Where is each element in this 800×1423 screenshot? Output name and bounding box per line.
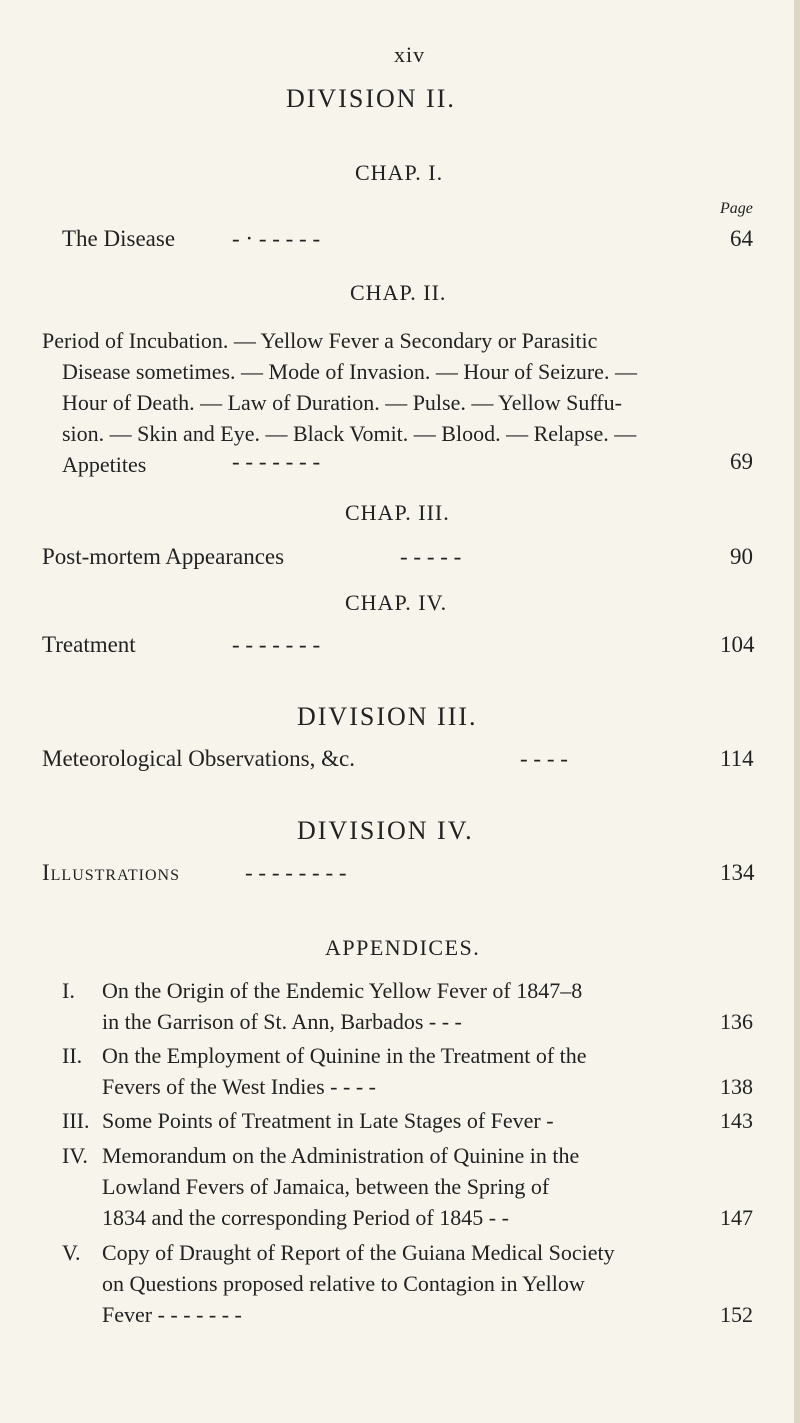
appendix-line: On the Origin of the Endemic Yellow Fever of 1847–8	[102, 978, 583, 1003]
leader-dots: - - - -	[520, 746, 568, 771]
division-4-title: DIVISION IV.	[297, 816, 474, 845]
toc-page-number: 104	[720, 632, 755, 657]
toc-page-number: 69	[730, 449, 753, 474]
appendix-line: Lowland Fevers of Jamaica, between the Spring of	[102, 1174, 550, 1199]
appendix-number: III.	[62, 1108, 90, 1133]
toc-entry-line: sion. — Skin and Eye. — Black Vomit. — Blood. — Relapse. —	[62, 421, 637, 446]
appendix-page-number: 136	[720, 1009, 753, 1034]
appendix-item	[62, 1040, 762, 1102]
appendix-line: Memorandum on the Administration of Quinine in the	[102, 1143, 580, 1168]
leader-dots: - - - - - - -	[232, 632, 321, 657]
page-number: xiv	[394, 42, 426, 67]
toc-page-number: 114	[720, 746, 754, 771]
page-edge	[794, 0, 800, 1423]
leader-dots: - · - - - - -	[232, 226, 321, 251]
appendix-page-number: 138	[720, 1074, 753, 1099]
toc-entry-treatment: Treatment	[42, 632, 136, 657]
appendix-line: Some Points of Treatment in Late Stages of Fever -	[102, 1108, 554, 1133]
toc-entry-line: Appetites	[62, 452, 147, 477]
appendix-number: V.	[62, 1240, 81, 1265]
toc-entry-meteorological: Meteorological Observations, &c.	[42, 746, 355, 771]
appendix-number: I.	[62, 978, 75, 1003]
toc-page-number: 64	[730, 226, 753, 251]
toc-entry-line: Hour of Death. — Law of Duration. — Pulse. — Yellow Suffu-	[62, 390, 622, 415]
appendix-line: On the Employment of Quinine in the Treatment of the	[102, 1043, 587, 1068]
appendix-item	[62, 1237, 762, 1330]
toc-entry-postmortem: Post-mortem Appearances	[42, 544, 285, 569]
toc-entry-disease: The Disease	[62, 226, 176, 251]
chap-3-heading: CHAP. III.	[345, 500, 450, 525]
appendix-line: on Questions proposed relative to Contagion in Yellow	[102, 1271, 585, 1296]
leader-dots: - - - - - - - -	[245, 860, 347, 885]
leader-dots: - - - - -	[400, 544, 462, 569]
appendix-page-number: 152	[720, 1302, 753, 1327]
appendix-line: Fever - - - - - - -	[102, 1302, 242, 1327]
page-column-label: Page	[720, 200, 753, 217]
appendix-number: IV.	[62, 1143, 88, 1168]
appendix-item	[62, 1105, 762, 1136]
toc-page-number: 134	[720, 860, 755, 885]
appendix-item	[62, 1140, 762, 1233]
division-3-title: DIVISION III.	[297, 702, 478, 731]
appendix-page-number: 147	[720, 1205, 753, 1230]
appendix-line: in the Garrison of St. Ann, Barbados - - -	[102, 1009, 462, 1034]
appendix-line: Fevers of the West Indies - - - -	[102, 1074, 376, 1099]
appendix-line: 1834 and the corresponding Period of 1845 - -	[102, 1205, 509, 1230]
appendix-item	[62, 975, 762, 1037]
appendix-line: Copy of Draught of Report of the Guiana Medical Society	[102, 1240, 615, 1265]
leader-dots: - - - - - - -	[232, 449, 321, 474]
toc-entry-line: Disease sometimes. — Mode of Invasion. — Hour of Seizure. —	[62, 359, 637, 384]
appendices-title: APPENDICES.	[325, 935, 481, 960]
chap-4-heading: CHAP. IV.	[345, 590, 448, 615]
appendix-page-number: 143	[720, 1108, 753, 1133]
chap-1-heading: CHAP. I.	[355, 160, 444, 185]
division-2-title: DIVISION II.	[286, 84, 456, 113]
appendix-number: II.	[62, 1043, 83, 1068]
toc-entry-line: Period of Incubation. — Yellow Fever a Secondary or Parasitic	[42, 328, 598, 353]
toc-entry-illustrations: Illustrations	[42, 860, 180, 885]
chap-2-heading: CHAP. II.	[350, 280, 447, 305]
toc-page-number: 90	[730, 544, 753, 569]
